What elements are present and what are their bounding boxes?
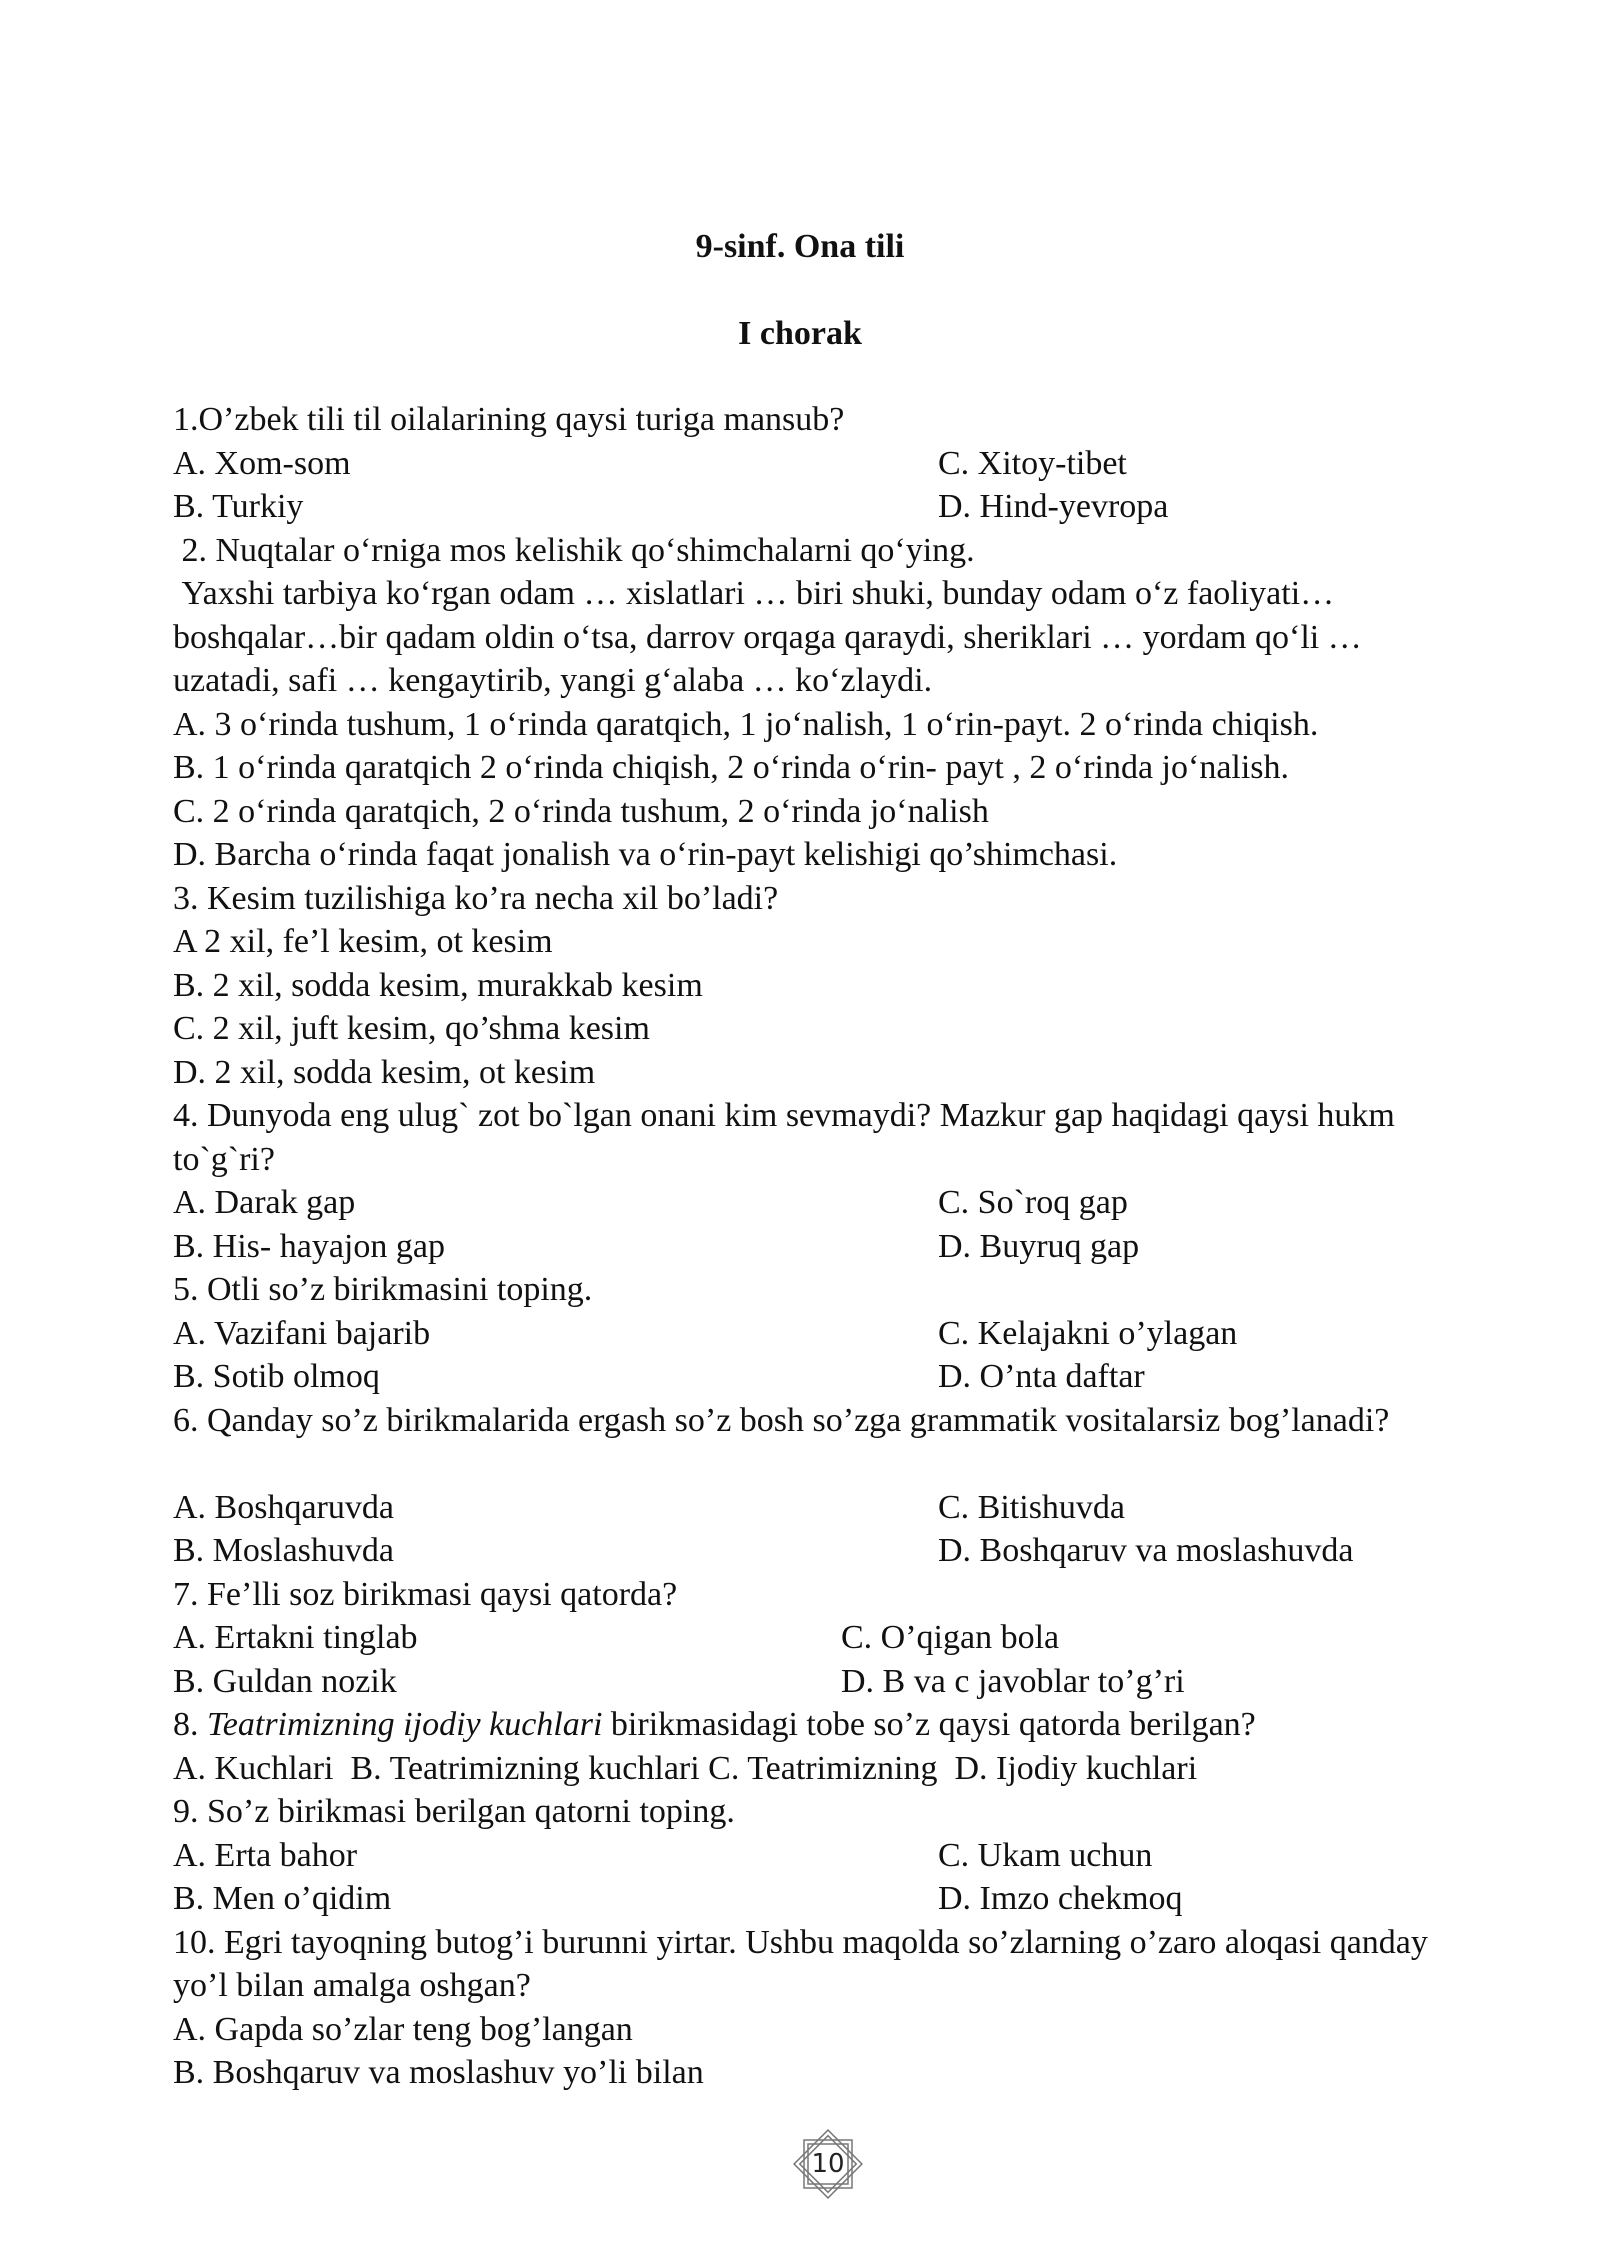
options-row — [173, 1355, 1473, 1399]
option-c: C. So`roq gap — [938, 1184, 1128, 1221]
option-c: C. 2 o‘rinda qaratqich, 2 o‘rinda tushum, 2 o‘rinda jo‘nalish — [173, 792, 989, 830]
option-c: C. Xitoy-tibet — [938, 444, 1127, 482]
options-row — [173, 485, 1473, 529]
option-b: B. 1 o‘rinda qaratqich 2 o‘rinda chiqish, 2 o‘rinda o‘rin- payt , 2 o‘rinda jo‘nalish. — [173, 749, 1290, 786]
question-8-number: 8. — [173, 1706, 207, 1743]
page-subtitle: I chorak — [738, 315, 862, 352]
question-6: 6. Qanday so’z birikmalarida ergash so’z bosh so’zga grammatik vositalarsiz bog’lanadi? — [173, 1401, 1390, 1439]
option-b: B. Boshqaruv va moslashuv yo’li bilan — [173, 2054, 704, 2091]
option-b: B. Moslashuvda — [173, 1532, 394, 1569]
option-a: A. Xom-som — [173, 444, 351, 482]
question-4: 4. Dunyoda eng ulug` zot bo`lgan onani kim sevmaydi? Mazkur gap haqidagi qaysi hukm to`g`ri? — [173, 1097, 1395, 1178]
options-row — [173, 1312, 1473, 1356]
option-c: C. Ukam uchun — [938, 1836, 1153, 1874]
options-row — [173, 1834, 1473, 1878]
option-d: D. Buyruq gap — [938, 1227, 1140, 1265]
question-7: 7. Fe’lli soz birikmasi qaysi qatorda? — [173, 1575, 678, 1613]
page-number: 10 — [811, 2149, 845, 2179]
option-c: C. 2 xil, juft kesim, qo’shma kesim — [173, 1010, 650, 1047]
question-5: 5. Otli so’z birikmasini toping. — [173, 1271, 593, 1308]
question-8 — [173, 1703, 1473, 1747]
option-c: C. Kelajakni o’ylagan — [938, 1314, 1238, 1352]
option-a: A. Vazifani bajarib — [173, 1314, 431, 1352]
option-d: D. B va c javoblar to’g’ri — [841, 1662, 1185, 1700]
page-title: 9-sinf. Ona tili — [695, 228, 905, 265]
options-row — [173, 1877, 1473, 1921]
option-d: D. 2 xil, sodda kesim, ot kesim — [173, 1053, 596, 1091]
option-a: A. Ertakni tinglab — [173, 1619, 418, 1656]
question-8-text: birikmasidagi tobe so’z qaysi qatorda berilgan? — [602, 1706, 1256, 1743]
options-row — [173, 1616, 1473, 1660]
question-3: 3. Kesim tuzilishiga ko’ra necha xil bo’ladi? — [173, 879, 779, 917]
question-8-phrase: Teatrimizning ijodiy kuchlari — [207, 1706, 603, 1743]
option-d: D. Hind-yevropa — [938, 488, 1169, 525]
option-a: A 2 xil, fe’l kesim, ot kesim — [173, 923, 553, 960]
option-d: D. O’nta daftar — [938, 1358, 1145, 1395]
question-2: 2. Nuqtalar o‘rniga mos kelishik qo‘shimchalarni qo‘ying. — [173, 531, 975, 569]
option-a: A. Boshqaruvda — [173, 1488, 394, 1526]
questions-list — [173, 398, 1473, 2095]
options-row — [173, 442, 1473, 486]
option-a: A. 3 o‘rinda tushum, 1 o‘rinda qaratqich, 1 jo‘nalish, 1 o‘rin-payt. 2 o‘rinda chiqish. — [173, 705, 1319, 743]
options-row — [173, 1660, 1473, 1704]
option-b: B. Men o’qidim — [173, 1880, 392, 1917]
option-d: D. Barcha o‘rinda faqat jonalish va o‘rin-payt kelishigi qo’shimchasi. — [173, 836, 1118, 873]
option-b: B. Turkiy — [173, 488, 304, 525]
options-row — [173, 1529, 1473, 1573]
option-c: C. O’qigan bola — [841, 1619, 1060, 1656]
option-a: A. Darak gap — [173, 1184, 356, 1221]
question-10: 10. Egri tayoqning butog’i burunni yirtar. Ushbu maqolda so’zlarning o’zaro aloqasi qanday yo’l bilan amalga oshgan? — [173, 1923, 1428, 2004]
option-d: D. Boshqaruv va moslashuvda — [938, 1532, 1354, 1569]
option-b: B. 2 xil, sodda kesim, murakkab kesim — [173, 966, 703, 1004]
question-1: 1.O’zbek tili til oilalarining qaysi turiga mansub? — [173, 401, 845, 438]
options-row — [173, 1181, 1473, 1225]
option-b: B. Guldan nozik — [173, 1662, 397, 1700]
option-a: A. Gapda so’zlar teng bog’langan — [173, 2010, 633, 2048]
option-c: C. Bitishuvda — [938, 1488, 1126, 1526]
question-8-options: A. Kuchlari B. Teatrimizning kuchlari C. Teatrimizning D. Ijodiy kuchlari — [173, 1749, 1198, 1787]
question-9: 9. So’z birikmasi berilgan qatorni toping. — [173, 1793, 735, 1830]
option-a: A. Erta bahor — [173, 1836, 358, 1874]
question-2-passage: Yaxshi tarbiya ko‘rgan odam … xislatlari … biri shuki, bunday odam o‘z faoliyati… boshqalar…bir qadam oldin o‘tsa, darrov orqaga qaraydi, sheriklari … yordam qo‘li … uzatadi, safi … kengaytirib, yangi g‘alaba … ko‘zlaydi. — [173, 575, 1371, 699]
option-b: B. His- hayajon gap — [173, 1227, 445, 1265]
options-row — [173, 1225, 1473, 1269]
option-b: B. Sotib olmoq — [173, 1358, 380, 1395]
page-number-badge — [790, 2126, 866, 2202]
option-d: D. Imzo chekmoq — [938, 1880, 1183, 1917]
options-row — [173, 1486, 1473, 1530]
